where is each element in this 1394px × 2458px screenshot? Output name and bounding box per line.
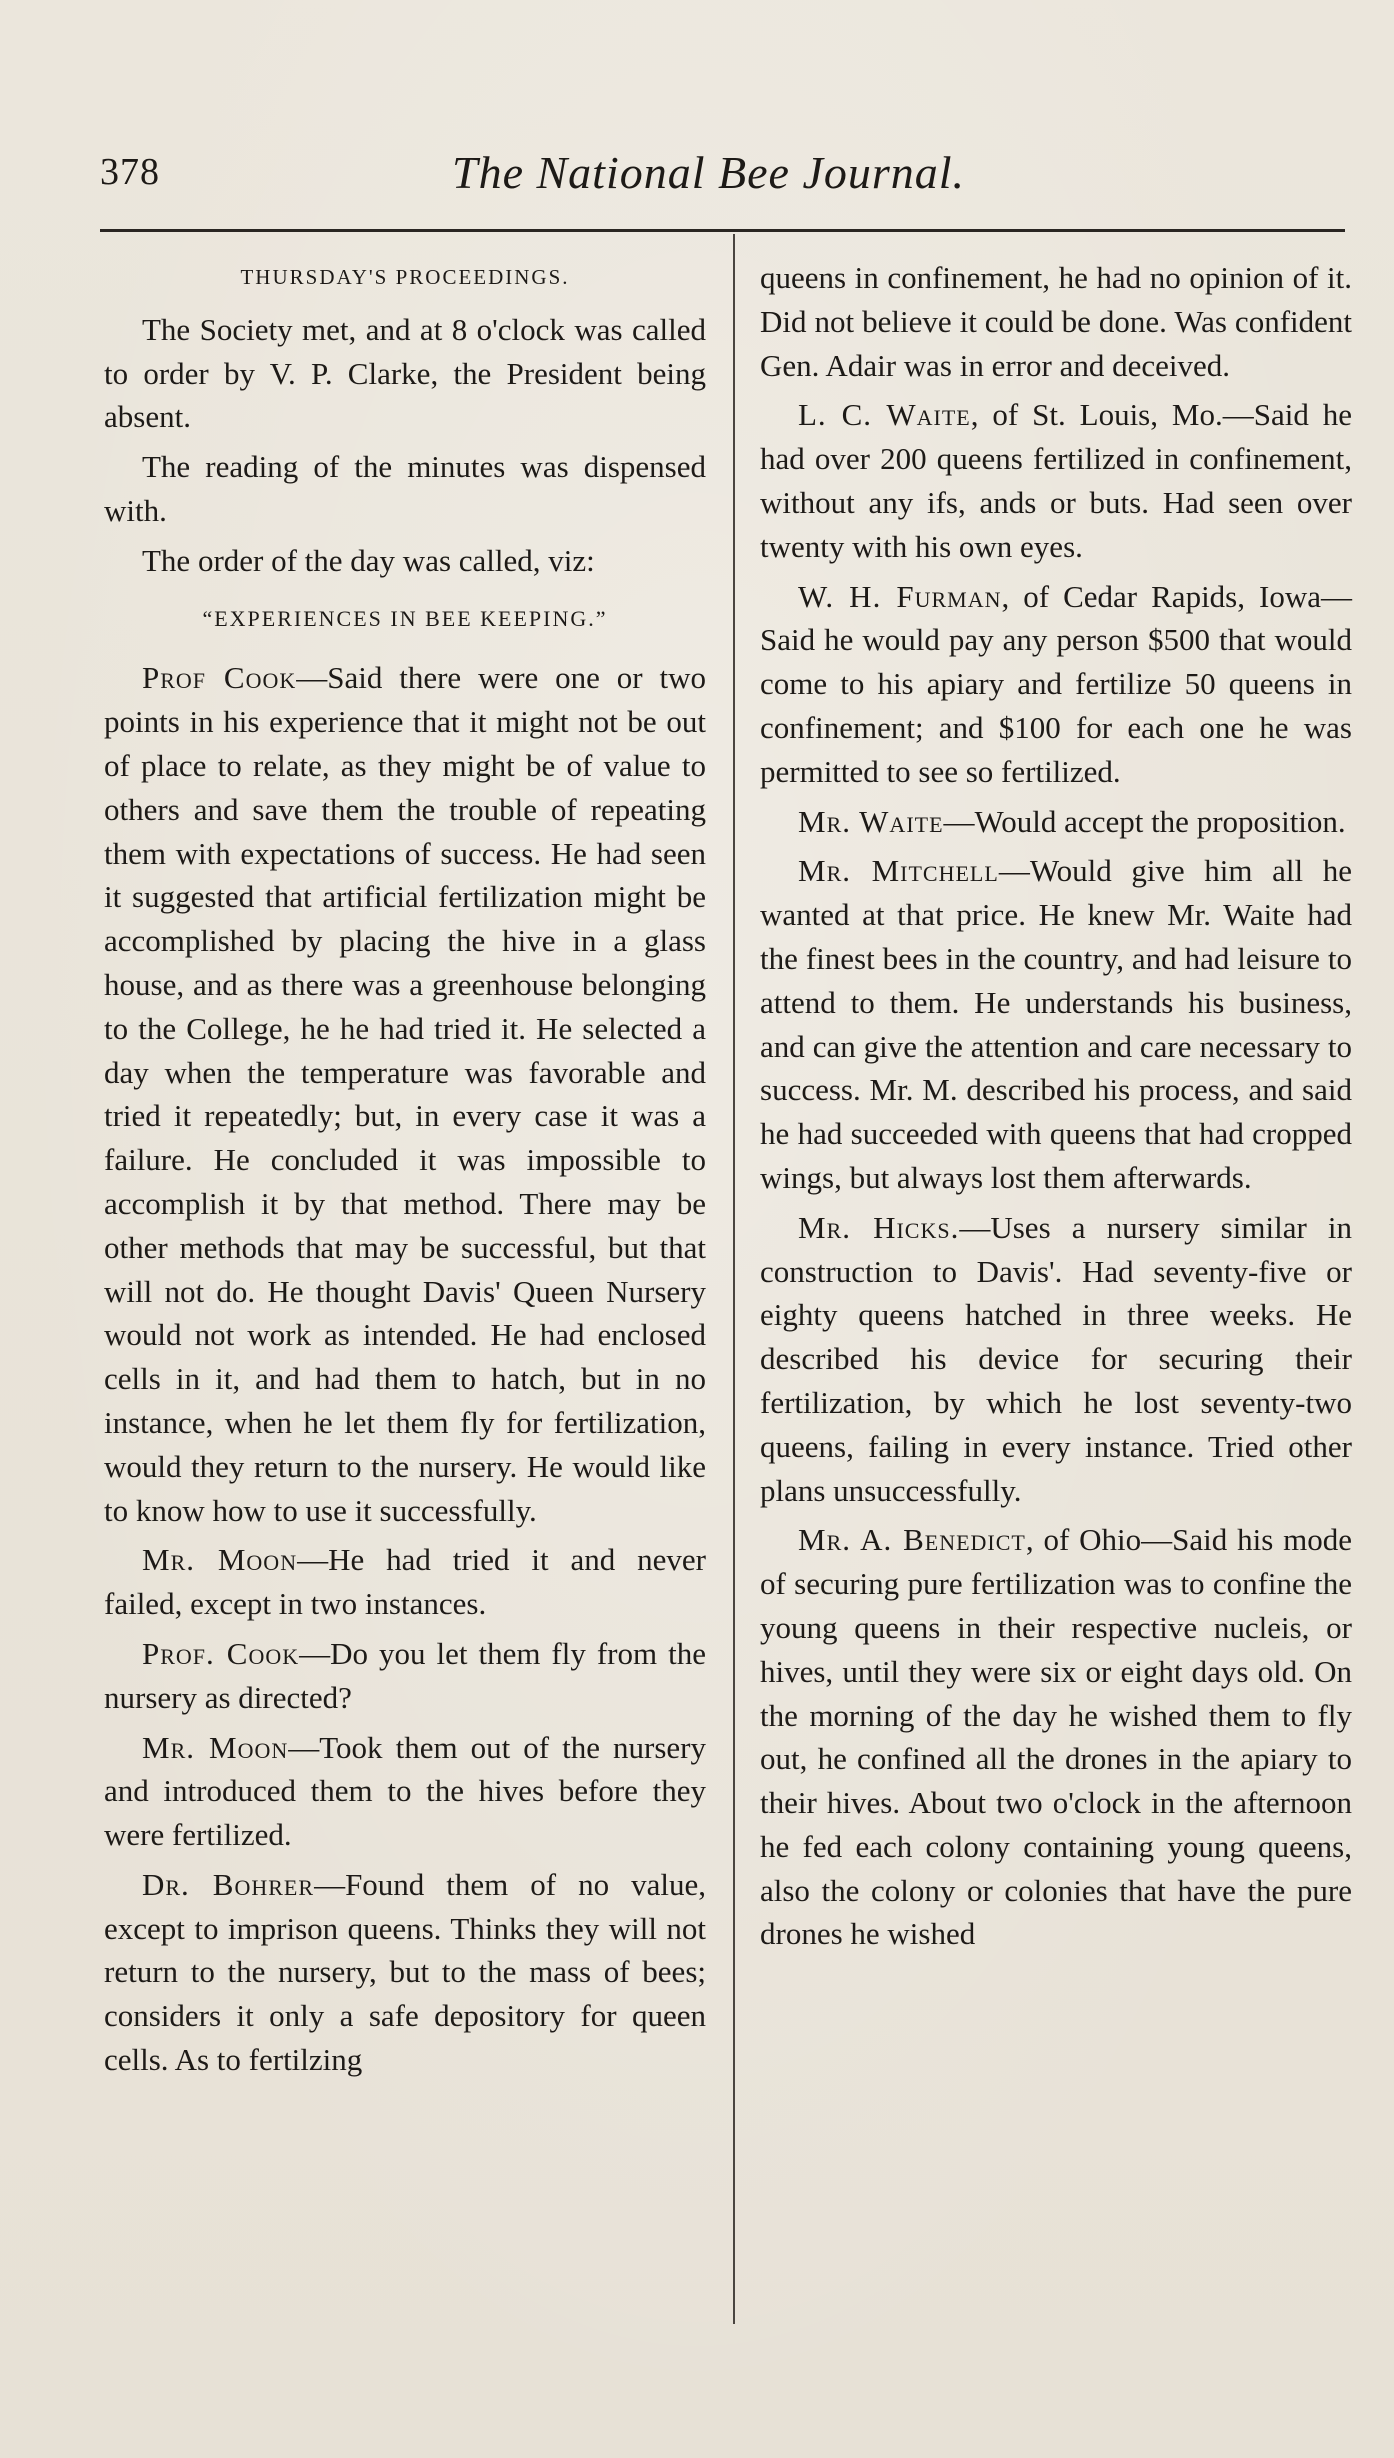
column-divider <box>733 234 735 2324</box>
paragraph-order-of-day: The order of the day was called, viz: <box>142 542 595 578</box>
speech-text: —Took them out of the nursery and introduced them to the hives before they were fertilized. <box>104 1729 706 1853</box>
paragraph-dr-bohrer <box>104 1863 706 2082</box>
speech-text: , of St. Louis, Mo.—Said he had over 200 queens fertilized in confinement, without any ifs, ands or buts. Had seen over twenty with his own eyes. <box>760 397 1353 564</box>
speech-text: , of Cedar Rapids, Iowa—Said he would pay any person $500 that would come to his apiary and fertilize 50 queens in confinement; and $100 for each one he was permitted to see so fertilized. <box>760 578 1352 789</box>
speaker-name: Mr. A. Benedict <box>798 1522 1026 1558</box>
page-header <box>100 147 1340 210</box>
speaker-name: W. H. Furman <box>798 578 1002 614</box>
paragraph-mr-moon-reply <box>104 1726 706 1857</box>
paragraph-prof-cook-question <box>104 1632 706 1720</box>
paragraph-mr-moon <box>104 1538 706 1626</box>
paragraph-prof-cook <box>104 656 706 1532</box>
paragraph-hicks <box>760 1206 1352 1513</box>
speaker-name: Prof. Cook <box>142 1635 300 1671</box>
speech-text: —Would give him all he wanted at that price. He knew Mr. Waite had the finest bees in the country, and had leisure to attend to them. He understands his business, and can give the attention and care necessary to success. Mr. M. described his process, and said he had succeeded with queens that had cropped wings, but always lost them afterwards. <box>760 853 1352 1195</box>
speaker-name: L. C. Waite <box>798 397 971 433</box>
right-column <box>760 256 1352 1962</box>
speech-text: , of Ohio—Said his mode of securing pure fertilization was to confine the young queens in their respective nucleis, or hives, until they were six or eight days old. On the morning of the day he wished them to fly out, he confined all the drones in the apiary to their hives. About two o'clock in the afternoon he fed each colony containing young queens, also the colony or colonies that have the pure drones he wished <box>760 1522 1352 1952</box>
speaker-name: Mr. Waite <box>798 803 944 839</box>
speech-text: —Said there were one or two points in his experience that it might not be out of place to relate, as they might be of value to others and save them the trouble of repeating them with expectations of success. He had seen it suggested that artificial fertilization might be accomplished by placing the hive in a glass house, and as there was a greenhouse belonging to the College, he he had tried it. He selected a day when the temperature was favorable and tried it repeatedly; but, in every case it was a failure. He concluded it was impossible to accomplish it by that method. There may be other methods that may be successful, but that will not do. He thought Davis' Queen Nursery would not work as intended. He had enclosed cells in it, and had them to hatch, but in no instance, when he let them fly for fertilization, would they return to the nursery. He would like to know how to use it successfully. <box>104 660 706 1528</box>
paragraph-society-met: The Society met, and at 8 o'clock was called to order by V. P. Clarke, the President being absent. <box>104 311 706 435</box>
paragraph-benedict <box>760 1518 1352 1956</box>
page-number: 378 <box>100 151 160 193</box>
speaker-name: Mr. Moon <box>142 1729 289 1765</box>
journal-title: The National Bee Journal. <box>452 147 966 198</box>
speech-text: —Do you let them fly from the nursery as directed? <box>104 1635 706 1715</box>
speaker-name: Mr. Moon <box>142 1542 298 1578</box>
section-heading: THURSDAY'S PROCEEDINGS. <box>240 265 570 289</box>
paragraph-continued: queens in confinement, he had no opinion of it. Did not believe it could be done. Was confident Gen. Adair was in error and deceived. <box>760 260 1352 383</box>
speech-text: —Found them of no value, except to imprison queens. Thinks they will not return to the nursery, but to the mass of bees; considers it only a safe depository for queen cells. As to fertilzing <box>104 1866 706 2078</box>
paragraph-waite <box>760 393 1352 568</box>
speaker-name: Dr. Bohrer <box>142 1866 315 1902</box>
speaker-name: Mr. Mitchell <box>798 853 999 889</box>
speech-text: —He had tried it and never failed, except in two instances. <box>104 1542 706 1622</box>
paragraph-waite-accept <box>760 800 1352 844</box>
speaker-name: Mr. Hicks. <box>798 1209 960 1245</box>
left-column <box>104 256 706 2088</box>
header-rule <box>100 229 1345 232</box>
speaker-name: Prof Cook <box>142 660 297 696</box>
speech-text: —Uses a nursery similar in construction to Davis'. Had seventy-five or eighty queens hatched in three weeks. He described his device for securing their fertilization, by which he lost seventy-two queens, failing in every instance. Tried other plans unsuccessfully. <box>760 1209 1352 1508</box>
subheading-experiences: “EXPERIENCES IN BEE KEEPING.” <box>202 605 608 631</box>
paragraph-furman <box>760 575 1352 794</box>
paragraph-minutes: The reading of the minutes was dispensed with. <box>104 449 706 528</box>
paragraph-mitchell <box>760 849 1352 1199</box>
speech-text: —Would accept the proposition. <box>943 803 1346 839</box>
